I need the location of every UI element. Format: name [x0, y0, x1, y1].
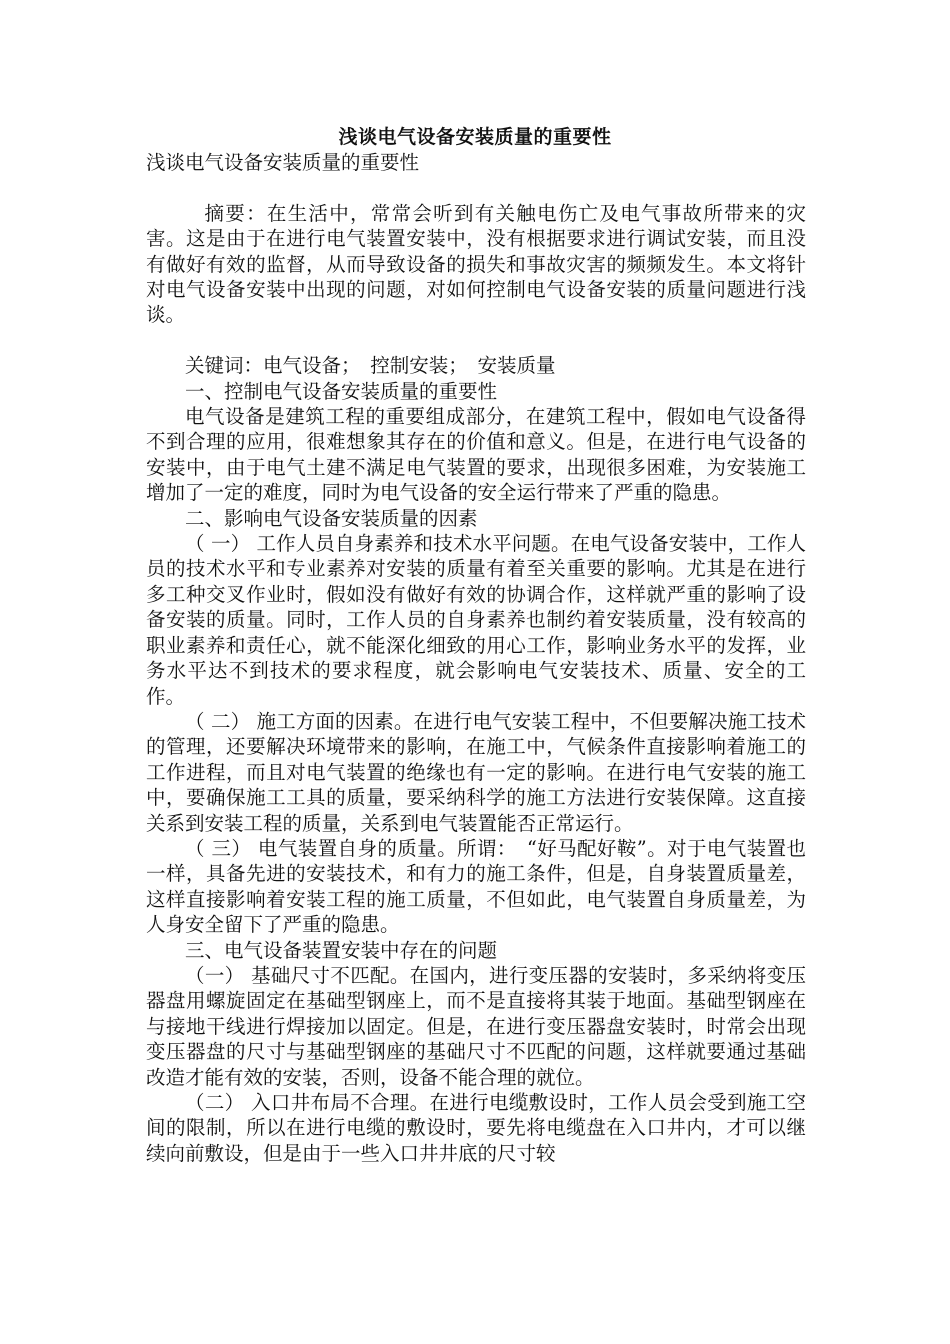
section3-paragraph-2: （二） 入口井布局不合理。在进行电缆敷设时，工作人员会受到施工空间的限制，所以在进行电缆的敷设时，要先将电缆盘在入口井内，才可以继续向前敷设，但是由于一些入口井井底的尺寸较 [146, 1091, 806, 1165]
document-subtitle: 浅谈电气设备安装质量的重要性 [146, 151, 420, 174]
section1-paragraph-1: 电气设备是建筑工程的重要组成部分，在建筑工程中，假如电气设备得不到合理的应用，很难想象其存在的价值和意义。但是，在进行电气设备的安装中，由于电气土建不满足电气装置的要求，出现很多困难，为安装施工增加了一定的难度，同时为电气设备的安全运行带来了严重的隐患。 [146, 405, 806, 505]
section2-paragraph-1: （ 一） 工作人员自身素养和技术水平问题。在电气设备安装中，工作人员的技术水平和专业素养对安装的质量有着至关重要的影响。尤其是在进行多工种交叉作业时，假如没有做好有效的协调合作，这样就严重的影响了设备安装的质量。同时，工作人员的自身素养也制约着安装质量，没有较高的职业素养和责任心，就不能深化细致的用心工作，影响业务水平的发挥，业务水平达不到技术的要求程度，就会影响电气安装技术、质量、安全的工作。 [146, 532, 806, 708]
blank-line [146, 328, 806, 353]
section3-paragraph-1: （一） 基础尺寸不匹配。在国内，进行变压器的安装时，多采纳将变压器盘用螺旋固定在基础型钢座上，而不是直接将其装于地面。基础型钢座在与接地干线进行焊接加以固定。但是，在进行变压器盘安装时，时常会出现变压器盘的尺寸与基础型钢座的基础尺寸不匹配的问题，这样就要通过基础改造才能有效的安装，否则，设备不能合理的就位。 [146, 963, 806, 1089]
document-body [146, 150, 806, 1166]
section-heading-3: 三、电气设备装置安装中存在的问题 [185, 938, 498, 962]
section2-paragraph-3: （ 三） 电气装置自身的质量。所谓： “好马配好鞍”。对于电气装置也一样，具备先进的安装技术，和有力的施工条件，但是，自身装置质量差，这样直接影响着安装工程的施工质量，不但如此，电气装置自身质量差，为人身安全留下了严重的隐患。 [146, 836, 806, 937]
blank-line [146, 175, 806, 200]
section2-paragraph-2: （ 二） 施工方面的因素。在进行电气安装工程中，不但要解决施工技术的管理，还要解决环境带来的影响，在施工中，气候条件直接影响着施工的工作进程，而且对电气装置的绝缘也有一定的影响。在进行电气安装的施工中，要确保施工工具的质量，要采纳科学的施工方法进行安装保障。这直接关系到安装工程的质量，关系到电气装置能否正常运行。 [146, 709, 806, 835]
keywords-line: 关键词：电气设备； 控制安装； 安装质量 [185, 354, 556, 378]
section-heading-2: 二、影响电气设备安装质量的因素 [185, 506, 478, 530]
document-title: 浅谈电气设备安装质量的重要性 [338, 126, 612, 148]
abstract-paragraph: 摘要：在生活中，常常会听到有关触电伤亡及电气事故所带来的灾害。这是由于在进行电气装置安装中，没有根据要求进行调试安装，而且没有做好有效的监督，从而导致设备的损失和事故灾害的频频发生。本文将针对电气设备安装中出现的问题，对如何控制电气设备安装的质量问题进行浅谈。 [146, 201, 806, 327]
section-heading-1: 一、控制电气设备安装质量的重要性 [185, 379, 498, 403]
